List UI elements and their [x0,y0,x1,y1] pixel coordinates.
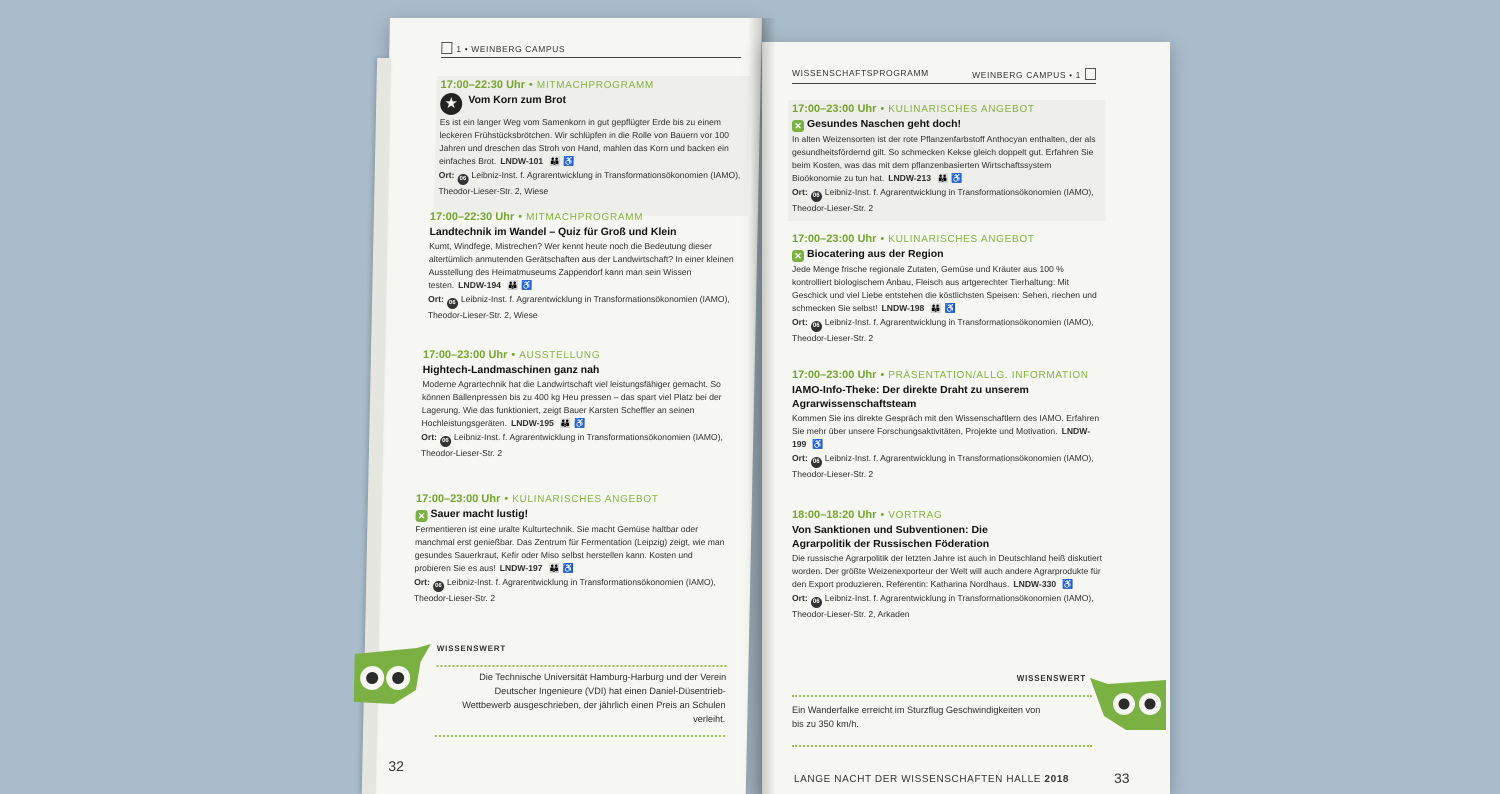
event-entry [792,232,1098,345]
location-badge: 06 [811,191,822,202]
event-location [421,431,732,460]
wissenswert-box [792,672,1092,750]
event-location [792,452,1102,481]
location-badge: 06 [447,298,458,309]
event-category: MITMACHPROGRAMM [536,80,655,91]
wheelchair-icon: ♿ [951,173,963,183]
event-time-line: 17:00–22:30 Uhr • MITMACHPROGRAMM [440,79,655,91]
event-location [428,293,735,322]
event-entry [421,348,733,460]
event-title-text: Sauer macht lustig! [430,508,529,520]
event-category: KULINARISCHES ANGEBOT [888,104,1035,115]
event-time-line: 17:00–23:00 Uhr • KULINARISCHES ANGEBOT [792,103,1035,115]
running-head-left-text: WISSENSCHAFTSPROGRAMM [792,68,929,78]
event-category: MITMACHPROGRAMM [525,212,644,223]
location-text: Leibniz-Inst. f. Agrarentwicklung in Transformationsökonomien (IAMO), Theodor-Lieser-Str. 2, Wiese [427,294,730,320]
building-icon [1085,68,1096,80]
wissenswert-text: Die Technische Universität Hamburg-Harburg und der Verein Deutscher Ingenieure (VDI) hat einen Daniel-Düsentrieb-Wettbewerb ausgeschrieben, der jährlich einen Preis an Schulen verleiht. [462,672,727,724]
location-text: Leibniz-Inst. f. Agrarentwicklung in Transformationsökonomien (IAMO), Theodor-Lieser-Str. 2, Wiese [438,170,741,196]
family-icon: 👪 [548,563,560,573]
event-time: 17:00–23:00 Uhr [792,233,877,245]
event-entry [428,210,736,322]
event-time: 17:00–23:00 Uhr [792,103,877,115]
running-head-right-group [972,68,1096,80]
page-number: 32 [388,758,405,774]
owl-illustration [1090,674,1166,730]
event-location [792,316,1098,345]
event-title: Von Sanktionen und Subventionen: Die Agrarpolitik der Russischen Föderation [792,524,990,550]
location-text: Leibniz-Inst. f. Agrarentwicklung in Transformationsökonomien (IAMO), Theodor-Lieser-Str. 2 [420,432,724,458]
wissenswert-text: Ein Wanderfalke erreicht im Sturzflug Geschwindigkeiten von bis zu 350 km/h. [792,705,1041,729]
family-icon: 👪 [930,303,942,313]
running-head-text: 1 • WEINBERG CAMPUS [456,44,566,54]
location-label: Ort: [792,453,808,463]
event-description [792,412,1102,451]
family-icon: 👪 [549,156,561,166]
wave-divider [792,689,1092,697]
wheelchair-icon: ♿ [812,439,824,449]
family-icon: 👪 [937,173,949,183]
event-title-text: Biocatering aus der Region [807,248,944,260]
location-label: Ort: [428,294,444,304]
event-entry [414,492,730,605]
event-time-line: 17:00–22:30 Uhr • MITMACHPROGRAMM [429,211,644,223]
event-title [792,117,1102,132]
event-entry [788,100,1106,221]
event-code: LNDW-198 [881,303,925,313]
running-head-right [792,68,1096,84]
wissenswert-heading: WISSENSWERT [436,644,507,653]
wheelchair-icon: ♿ [1062,579,1074,589]
event-description-text: Kommen Sie ins direkte Gespräch mit den Wissenschaftlern des IAMO. Erfahren Sie mehr über unsere Forschungsaktivitäten, Projekte und Motivation. [792,413,1100,436]
location-text: Leibniz-Inst. f. Agrarentwicklung in Transformationsökonomien (IAMO), Theodor-Lieser-Str. 2 [792,317,1094,343]
location-badge: 06 [433,581,444,592]
family-icon: 👪 [506,280,519,290]
event-entry [434,76,751,216]
event-time-line: 18:00–18:20 Uhr • VORTRAG [792,509,943,521]
event-code: LNDW-330 [1013,579,1057,589]
right-page [762,42,1170,794]
event-description [792,263,1098,315]
event-code: LNDW-101 [500,156,544,166]
event-title-text: Gesundes Naschen geht doch! [807,118,962,130]
event-description-text: Moderne Agrartechnik hat die Landwirtschaft viel leistungsfähiger gemacht. So können Ballenpressen bis zu 400 kg Heu pressen – das spart viel Platz bei der Lagerung. Wie das funktioniert, zeigt Bauer Karsten Scheffler an seinen Hochleistungsgeräten. [421,379,722,428]
owl-illustration [354,644,435,706]
running-head-left [441,42,741,58]
location-label: Ort: [792,187,808,197]
wave-divider [792,739,1092,747]
event-time-line: 17:00–23:00 Uhr • KULINARISCHES ANGEBOT [792,233,1035,245]
event-time-line: 17:00–23:00 Uhr • KULINARISCHES ANGEBOT [415,493,659,505]
wissenswert-heading: WISSENSWERT [1016,674,1086,683]
event-description-text: In alten Weizensorten ist der rote Pflanzenfarbstoff Anthocyan enthalten, der als gesundheitsfördernd gilt. So schmecken Kekse gleich doppelt gut. Erfahren Sie beim Kosten, was das mit dem pflanzenbasierten Wirtschaftssystem Bioökonomie zu tun hat. [792,134,1096,183]
event-location [414,576,729,605]
event-entry [792,368,1102,481]
event-description [414,523,729,575]
wheelchair-icon: ♿ [521,280,533,290]
event-title: Landtechnik im Wandel – Quiz für Groß und Klein [429,226,677,238]
star-icon: ★ [440,93,462,115]
event-code: LNDW-195 [510,418,554,428]
event-description [428,240,735,292]
event-code: LNDW-199 [792,426,1091,449]
event-time-line: 17:00–23:00 Uhr • PRÄSENTATION/ALLG. INFORMATION [792,369,1089,381]
event-description-text: Fermentieren ist eine uralte Kulturtechnik. Sie macht Gemüse haltbar oder manchmal erst genießbar. Das Zentrum für Fermentation (Leipzig) zeigt, wie man gesundes Sauerkraut, Kefir oder Miso selbst herstellen kann. Kosten und probieren Sie es aus! [414,524,725,573]
event-time: 18:00–18:20 Uhr [792,509,877,521]
wheelchair-icon: ♿ [944,303,956,313]
event-description-text: Kumt, Windfege, Mistrechen? Wer kennt heute noch die Bedeutung dieser altertümlich anmutenden Gerätschaften aus der Landwirtschaft? In einer kleinen Ausstellung des Heimatmuseums Zappendorf kann man sein Wissen testen. [428,241,734,290]
footer-text: LANGE NACHT DER WISSENSCHAFTEN HALLE [794,774,1042,785]
event-title: Vom Korn zum Brot [468,94,567,106]
cross-icon: ✕ [792,120,804,132]
event-description [792,133,1102,185]
location-label: Ort: [792,317,808,327]
location-badge: 06 [811,457,822,468]
event-time: 17:00–23:00 Uhr [792,369,877,381]
location-badge: 06 [811,597,822,608]
footer-year: 2018 [1044,774,1070,785]
event-time: 17:00–22:30 Uhr [440,79,526,91]
location-label: Ort: [792,593,808,603]
building-icon [441,42,452,54]
location-text: Leibniz-Inst. f. Agrarentwicklung in Transformationsökonomien (IAMO), Theodor-Lieser-Str. 2 [792,187,1094,213]
event-description [439,116,746,168]
event-location [792,186,1102,215]
location-text: Leibniz-Inst. f. Agrarentwicklung in Transformationsökonomien (IAMO), Theodor-Lieser-Str. 2 [413,577,716,603]
event-time: 17:00–22:30 Uhr [429,211,515,223]
event-entry [792,508,1104,621]
event-code: LNDW-197 [499,563,543,573]
wave-divider [436,659,726,667]
wissenswert-box [435,642,727,740]
event-title: Hightech-Landmaschinen ganz nah [422,364,600,376]
event-title: IAMO-Info-Theke: Der direkte Draht zu unserem Agrarwissenschaftsteam [792,384,1029,410]
event-code: LNDW-194 [458,280,502,290]
footer [794,774,1069,785]
location-text: Leibniz-Inst. f. Agrarentwicklung in Transformationsökonomien (IAMO), Theodor-Lieser-Str. 2 [792,453,1094,479]
event-description-text: Die russische Agrarpolitik der letzten Jahre ist auch in Deutschland heiß diskutiert worden. Der größte Weizenexporteur der Welt will auch andere Agrarprodukte für den Export produzieren. Referentin: Katharina Nordhaus. [792,553,1102,589]
event-category: PRÄSENTATION/ALLG. INFORMATION [888,370,1089,381]
location-label: Ort: [438,170,455,180]
left-page [374,18,762,794]
event-location [792,592,1104,621]
cross-icon: ✕ [415,510,427,522]
running-head-right-text: WEINBERG CAMPUS • 1 [972,70,1081,80]
location-label: Ort: [414,577,431,587]
event-description-text: Es ist ein langer Weg vom Samenkorn in gut gepflügter Erde bis zu einem leckeren Frühstücksbrötchen. Wir schlüpfen in die Rolle von Bauern vor 100 Jahren und dreschen das Stroh von Hand, mahlen das Korn und backen ein einfaches Brot. [438,117,730,166]
location-badge: 06 [440,436,451,447]
event-time: 17:00–23:00 Uhr [422,349,508,361]
event-description [421,378,732,430]
page-number: 33 [1114,770,1130,786]
event-category: AUSSTELLUNG [519,350,601,361]
family-icon: 👪 [559,418,572,428]
location-badge: 06 [811,321,822,332]
cross-icon: ✕ [792,250,804,262]
wave-divider [435,729,725,737]
wheelchair-icon: ♿ [573,418,586,428]
event-title [792,247,1098,262]
event-description [792,552,1104,591]
location-badge: 06 [457,174,468,185]
event-category: KULINARISCHES ANGEBOT [888,234,1035,245]
event-time-line: 17:00–23:00 Uhr • AUSSTELLUNG [422,349,601,361]
event-description-text: Jede Menge frische regionale Zutaten, Gemüse und Kräuter aus 100 % kontrolliert biologischem Anbau, Fleisch aus artgerechter Tierhaltung: Mit Geschick und viel Liebe entstehen die köstlichsten Speisen: Sehen, riechen und schmecken Sie selbst! [792,264,1097,313]
event-category: VORTRAG [888,510,943,521]
event-time: 17:00–23:00 Uhr [415,493,501,505]
wheelchair-icon: ♿ [562,563,575,573]
event-location [438,169,745,198]
location-label: Ort: [421,432,438,442]
event-category: KULINARISCHES ANGEBOT [512,494,659,505]
event-code: LNDW-213 [888,173,932,183]
event-title [415,507,729,522]
location-text: Leibniz-Inst. f. Agrarentwicklung in Transformationsökonomien (IAMO), Theodor-Lieser-Str. 2, Arkaden [792,593,1094,619]
wheelchair-icon: ♿ [563,156,575,166]
